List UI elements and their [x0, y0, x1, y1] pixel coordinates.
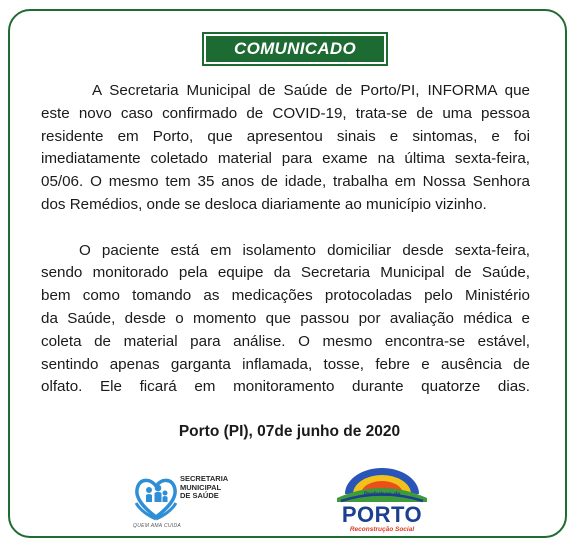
sms-logo-text: SECRETARIA MUNICIPAL DE SAÚDE	[180, 474, 229, 500]
text-line: bem como tomando as medicações protocoladas pelo Ministério	[41, 287, 530, 305]
text-line: coleta de material para análise. O mesmo encontra-se estável,	[41, 332, 530, 350]
porto-prefix: Prefeitura de	[363, 492, 401, 498]
heart-hands-icon	[132, 473, 180, 523]
health-secretariat-logo	[132, 473, 232, 533]
porto-prefecture-logo	[327, 464, 437, 539]
title-banner	[204, 34, 386, 64]
sms-motto: QUEM AMA CUIDA	[133, 523, 181, 529]
text-line: dos Remédios, onde se desloca diariamente ao município vizinho.	[41, 195, 487, 213]
porto-name: PORTO	[341, 502, 423, 527]
text-line: sentindo apenas garganta inflamada, tosse, febre e ausência de	[41, 355, 530, 373]
date-signature: Porto (PI), 07de junho de 2020	[178, 423, 401, 440]
text-line: da Saúde, desde o momento que passou por avaliação médica e	[41, 309, 530, 327]
paragraph-1	[41, 80, 530, 217]
paragraph-2	[41, 240, 530, 400]
text-line: 05/06. O mesmo tem 35 anos de idade, trabalha em Nossa Senhora	[41, 173, 530, 191]
text-line: O paciente está em isolamento domiciliar desde sexta-feira,	[79, 241, 530, 259]
text-line: A Secretaria Municipal de Saúde de Porto/PI, INFORMA que	[92, 82, 530, 99]
text-line: imediatamente coletado material para exame na última sexta-feira,	[41, 150, 530, 168]
porto-emblem-icon	[327, 464, 437, 504]
page-title: COMUNICADO	[234, 39, 356, 58]
text-line: sendo monitorado pela equipe da Secretaria Municipal de Saúde,	[41, 264, 530, 282]
text-line: residente em Porto, que apresentou sinais e sintomas, e foi	[41, 127, 530, 145]
notice-body	[41, 80, 530, 399]
porto-tagline: Reconstrução Social	[349, 526, 415, 533]
text-line: olfato. Ele ficará em monitoramento durante quatorze dias.	[41, 378, 530, 396]
text-line: este novo caso confirmado de COVID-19, trata-se de uma pessoa	[41, 104, 530, 122]
